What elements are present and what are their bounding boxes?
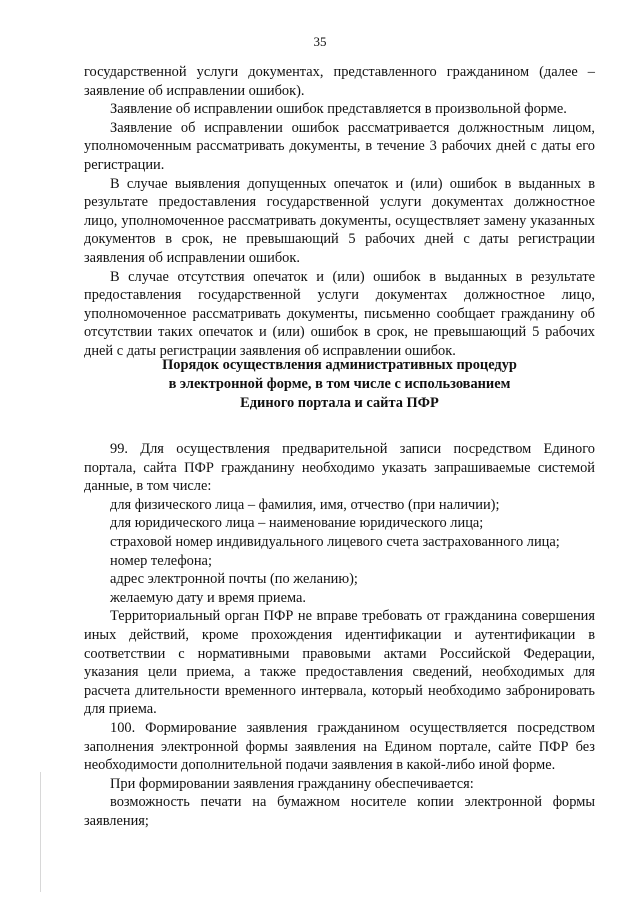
list-item: для юридического лица – наименование юридического лица; bbox=[110, 515, 484, 532]
paragraph-provided: При формировании заявления гражданину обеспечивается: bbox=[110, 775, 474, 792]
list-item: адрес электронной почты (по желанию); bbox=[110, 571, 358, 588]
text-block-lower bbox=[84, 440, 595, 830]
paragraph-item-99: 99. Для осуществления предварительной записи посредством Единого портала, сайта ПФР гражданину необходимо указать запрашиваемые системой данные, в том числе: bbox=[84, 441, 595, 495]
list-item: желаемую дату и время приема. bbox=[110, 589, 306, 606]
page-number: 35 bbox=[313, 34, 327, 49]
paragraph-print-copy: возможность печати на бумажном носителе копии электронной формы заявления; bbox=[84, 794, 595, 829]
heading-line: в электронной форме, в том числе с использованием bbox=[168, 376, 511, 392]
scan-margin-line bbox=[40, 772, 41, 892]
paragraph-continuation: государственной услуги документах, представленного гражданином (далее – заявление об исправлении ошибок). bbox=[84, 64, 595, 99]
list-item: страховой номер индивидуального лицевого счета застрахованного лица; bbox=[110, 533, 560, 550]
paragraph-item-100: 100. Формирование заявления гражданином осуществляется посредством заполнения электронной формы заявления на Едином портале, сайте ПФР без необходимости дополнительной подачи заявления в какой-либо иной форме. bbox=[84, 719, 595, 774]
list-item: для физического лица – фамилия, имя, отчество (при наличии); bbox=[110, 496, 500, 513]
heading-line: Порядок осуществления административных процедур bbox=[162, 357, 517, 373]
paragraph-no-errors: В случае отсутствия опечаток и (или) ошибок в выданных в результате предоставления государственной услуги документах должностное лицо, уполномоченное рассматривать документы, письменно сообщает гражданину об отсутствии таких опечаток и (или) ошибок в срок, не превышающий 5 рабочих дней с даты регистрации заявления об исправлении ошибок. bbox=[84, 268, 595, 359]
paragraph-review-term: Заявление об исправлении ошибок рассматривается должностным лицом, уполномоченным рассматривать документы, в течение 3 рабочих дней с даты его регистрации. bbox=[84, 119, 595, 173]
heading-line: Единого портала и сайта ПФР bbox=[240, 395, 439, 411]
list-item: номер телефона; bbox=[110, 552, 212, 569]
paragraph-free-form: Заявление об исправлении ошибок представляется в произвольной форме. bbox=[110, 101, 567, 118]
text-block-upper bbox=[84, 63, 595, 361]
paragraph-errors-found: В случае выявления допущенных опечаток и (или) ошибок в выданных в результате предоставления государственной услуги документах должностное лицо, уполномоченное рассматривать документы, осуществляет замену указанных документов в срок, не превышающий 5 рабочих дней с даты регистрации заявления об исправлении ошибок. bbox=[84, 175, 595, 266]
section-heading bbox=[84, 356, 595, 413]
paragraph-territorial-body: Территориальный орган ПФР не вправе требовать от гражданина совершения иных действий, кроме прохождения идентификации и аутентификации в соответствии с нормативными правовыми актами Российской Федерации, указания цели приема, а также предоставления сведений, необходимых для расчета длительности временного интервала, который необходимо забронировать для приема. bbox=[84, 608, 595, 718]
